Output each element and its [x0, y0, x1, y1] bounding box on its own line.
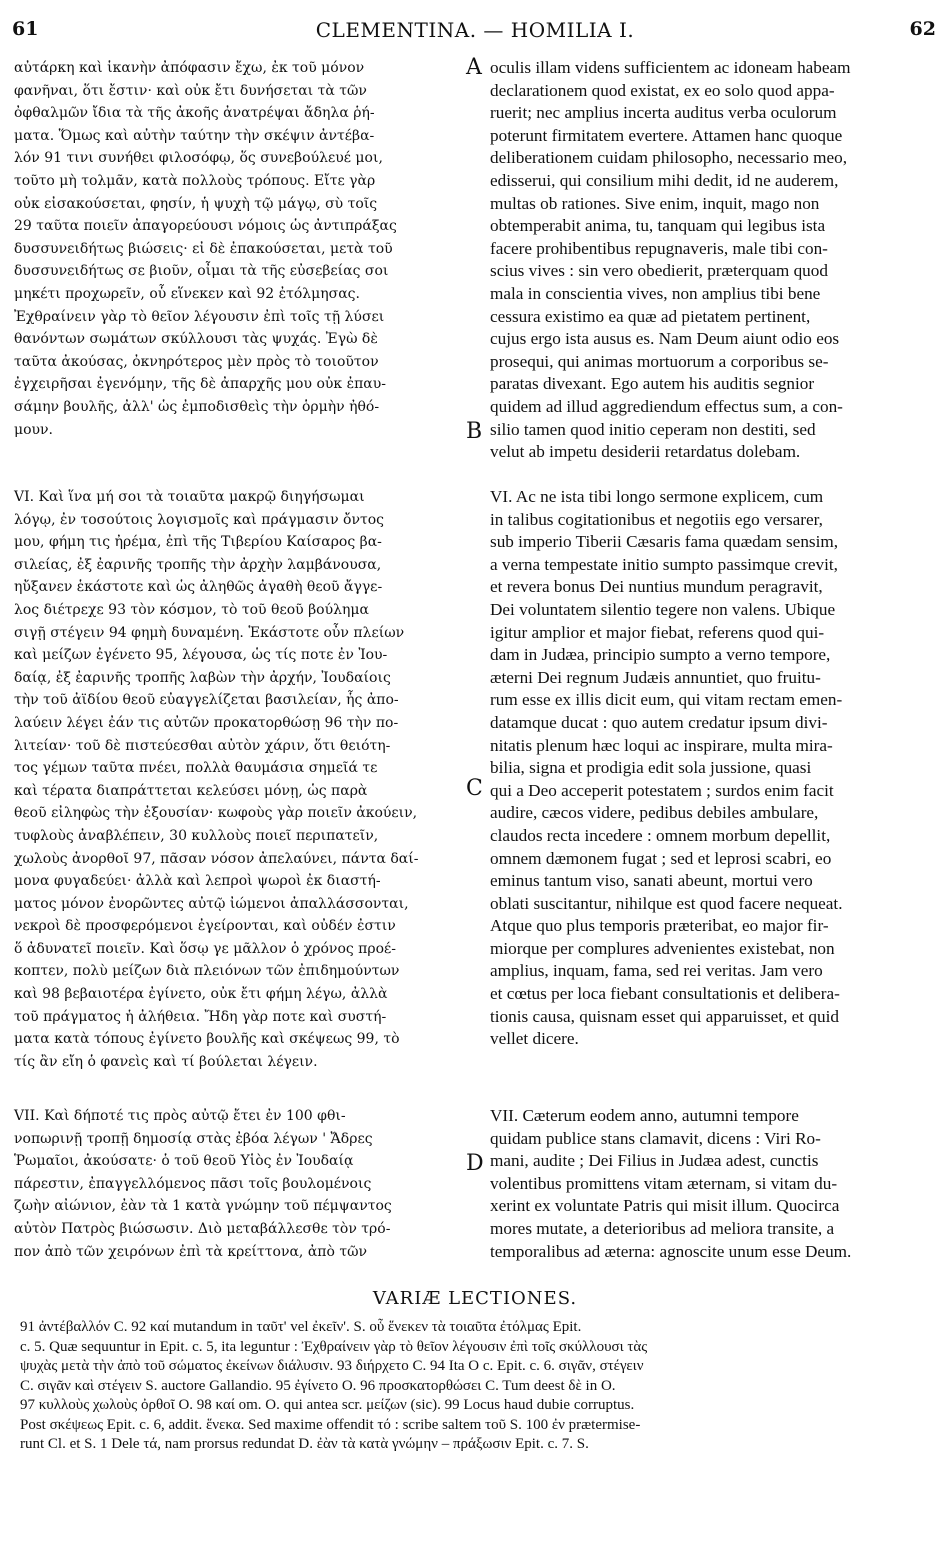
running-header: [0, 18, 950, 48]
variae-lectiones-heading: VARIÆ LECTIONES.: [372, 1288, 578, 1309]
running-title: CLEMENTINA. — HOMILIA I.: [315, 18, 635, 42]
latin-paragraph: VI. Ac ne ista tibi longo sermone explicem, cum in talibus cogitationibus et negotiis ego versarer, sub imperio Tiberii Cæsaris fama quædam sensim, a verna tempestate initio sumpto passimque crevit, et revera bonus Dei nuntius mundum peragravit, Dei voluntatem silentio tegere non valens. Ubique igitur amplior et major fiebat, referens quod qui- dam in Judæa, principio sumpto a verno tempore, æterni Dei regnum Judæis annuntiet, quo fruitu- rum esse ex illis dicit eum, qui vitam rectam emen- datamque ducat : quo autem credatur ipsum divi- nitatis plenum hæc loqui ac inspirare, multa mira- bilia, signa et prodigia edit sola jussione, quasi qui a Deo acceperit potestatem ; surdos enim facit audire, cæcos videre, pedibus debiles ambulare, claudos recta incedere : omnem morbum depellit, omnem dæmonem fugat ; sed et leprosi scabri, eo eminus tantum viso, sanati abeunt, mortui vero oblati suscitantur, nihilque est quod facere nequeat. Atque quo plus temporis præteribat, eo major fir- miorque per complures advenientes existebat, non amplius, inquam, fama, sed rei veritas. Jam vero et cœtus per loca fiebant consultationis et delibera- tionis causa, quisnam esset qui apparuisset, et quid vellet dicere.: [490, 487, 843, 1049]
margin-marker-b: B: [466, 419, 483, 444]
margin-marker-a: A: [466, 55, 482, 80]
page-number-right: 62: [909, 18, 936, 40]
latin-paragraph: oculis illam videns sufficientem ac idoneam habeam declarationem quod existat, ex eo solo quod appa- ruerit; nec amplius incerta auditus verba oculorum poterunt firmitatem evertere. Attamen hanc quoque deliberationem cuidam philosopho, necessario meo, edisserui, qui consilium mihi dedit, id ne auderem, multas ob rationes. Sive enim, inquit, mago non obtemperabit anima, tu, tanquam qui legibus ista facere prohibentibus repugnaveris, male tibi con- scius vives : sin vero obedierit, præterquam quod mala in conscientia vives, non amplius tibi bene cessura existimo ea quæ ad pietatem pertinent, cujus ergo ista ausus es. Nam Deum aiunt odio eos prosequi, qui animas mortuorum a corporibus se- paratas divexant. Ego autem his auditis segnior quidem ad illud aggrediendum effectus sum, a con- silio tamen quod initio ceperam non destiti, sed velut ab impetu desiderii retardatus dolebam.: [490, 58, 851, 462]
greek-paragraph: VII. Καὶ δήποτέ τις πρὸς αὐτῷ ἔτει ἐν 100 φθι- νοπωρινῇ τροπῇ δημοσίᾳ στὰς ἐβόα λέγων ' Ἄδρες Ῥωμαῖοι, ἀκούσατε· ὁ τοῦ θεοῦ Υἱὸς ἐν Ἰουδαίᾳ πάρεστιν, ἐπαγγελλόμενος πᾶσι τοῖς βουλομένοις ζωὴν αἰώνιον, ἐὰν τὰ 1 κατὰ γνώμην τοῦ πέμψαντος αὐτὸν Πατρὸς βιώσωσιν. Διὸ μεταβάλλεσθε τὸν τρό- πον ἀπὸ τῶν χειρόνων ἐπὶ τὰ κρείττονα, ἀπὸ τῶν: [14, 1108, 392, 1260]
variae-lectiones-notes: 91 ἀντέβαλλόν C. 92 καί mutandum in ταῦτ' vel ἐκεῖν'. S. οὗ ἕνεκεν τὰ τοιαῦτα ἐτόλμας Epit. c. 5. Quæ sequuntur in Epit. c. 5, ita leguntur : Ἐχθραίνειν γὰρ τὸ θεῖον λέγουσιν ἐπὶ τοῖς σκύλλουσι τὰς ψυχὰς μετὰ τὴν ἀπὸ τοῦ σώματος ἐκείνων διάλυσιν. 93 διήρχετο C. 94 Ita O c. Epit. c. 6. σιγᾶν, στέγειν C. σιγᾶν καὶ στέγειν S. auctore Gallandio. 95 ἐγίνετο O. 96 προσκατορθώσει C. Tum deest δὲ in O. 97 κυλλοὺς χωλοὺς ὀρθοῖ O. 98 καί om. O. qui antea scr. μείζων (sic). 99 Locus haud dubie corruptus. Post σκέψεως Epit. c. 6, addit. ἕνεκα. Sed maxime offendit τό : scribe saltem τοῦ S. 100 ἐν prætermise- runt Cl. et S. 1 Dele τά, nam prorsus redundat D. ἐὰν τὰ κατὰ γνώμην – πράξωσιν Epit. c. 7. S.: [20, 1319, 648, 1452]
latin-paragraph: VII. Cæterum eodem anno, autumni tempore quidam publice stans clamavit, dicens : Viri Ro- mani, audite ; Dei Filius in Judæa adest, cunctis volentibus promittens vitam æternam, si vitam du- xerint ex voluntate Patris qui misit illum. Quocirca mores mutate, a deterioribus ad meliora transite, a temporalibus ad æterna: agnoscite unum esse Deum.: [490, 1106, 852, 1261]
margin-marker-d: D: [466, 1151, 484, 1176]
margin-marker-c: C: [466, 776, 483, 801]
greek-paragraph: VI. Καὶ ἵνα μή σοι τὰ τοιαῦτα μακρῷ διηγήσωμαι λόγῳ, ἐν τοσούτοις λογισμοῖς καὶ πράγμασιν ὄντος μου, φήμη τις ἠρέμα, ἐπὶ τῆς Τιβερίου Καίσαρος βα- σιλείας, ἐξ ἐαρινῆς τροπῆς τὴν ἀρχὴν λαμβάνουσα, ηὔξανεν ἑκάστοτε καὶ ὡς ἀληθῶς ἀγαθὴ θεοῦ ἄγγε- λος διέτρεχε 93 τὸν κόσμον, τὸ τοῦ θεοῦ βούλημα σιγῇ στέγειν 94 φημὴ δυναμένη. Ἑκάστοτε οὖν πλείων καὶ μείζων ἐγένετο 95, λέγουσα, ὡς τίς ποτε ἐν Ἰου- δαίᾳ, ἐξ ἐαρινῆς τροπῆς λαβὼν τὴν ἀρχήν, Ἰουδαίοις τὴν τοῦ ἀϊδίου θεοῦ εὐαγγελίζεται βασιλείαν, ἧς ἀπο- λαύειν λέγει ἐάν τις αὐτῶν προκατορθώσῃ 96 τὴν πο- λιτείαν· τοῦ δὲ πιστεύεσθαι αὐτὸν χάριν, ὅτι θειότη- τος γέμων ταῦτα πνέει, πολλὰ θαυμάσια σημεῖά τε καὶ τέρατα διαπράττεται κελεύσει μόνῃ, ὡς παρὰ θεοῦ εἰληφὼς τὴν ἐξουσίαν· κωφοὺς γὰρ ποιεῖν ἀκούειν, τυφλοὺς ἀναβλέπειν, 30 κυλλοὺς ποιεῖ περιπατεῖν, χωλοὺς ἀνορθοῖ 97, πᾶσαν νόσον ἀπελαύνει, πάντα δαί- μονα φυγαδεύει· ἀλλὰ καὶ λεπροὶ ψωροὶ ἐκ διαστή- ματος μόνον ἐνορῶντες αὐτῷ ἰώμενοι ἀπαλλάσσονται, νεκροὶ δὲ προσφερόμενοι ἐγείρονται, καὶ οὐδέν ἐστιν ὅ ἀδυνατεῖ ποιεῖν. Καὶ ὅσῳ γε μᾶλλον ὁ χρόνος προέ- κοπτεν, πολὺ μείζων διὰ πλειόνων τῶν ἐπιδημούντων καὶ 98 βεβαιοτέρα ἐγίνετο, οὐκ ἔτι φήμη λέγω, ἀλλὰ τοῦ πράγματος ἡ ἀλήθεια. Ἤδη γὰρ ποτε καὶ συστή- ματα κατὰ τόπους ἐγίνετο βουλῆς καὶ σκέψεως 99, τὸ τίς ἂν εἴη ὁ φανεὶς καὶ τί βούλεται λέγειν.: [14, 489, 419, 1070]
greek-paragraph: αὐτάρκη καὶ ἱκανὴν ἀπόφασιν ἔχω, ἐκ τοῦ μόνον φανῆναι, ὅτι ἔστιν· καὶ οὐκ ἔτι δυνήσεται τὰ τῶν ὀφθαλμῶν ἴδια τὰ τῆς ἀκοῆς ἀνατρέψαι ἄδηλα ῥή- ματα. Ὅμως καὶ αὐτὴν ταύτην τὴν σκέψιν ἀντέβα- λόν 91 τινι συνήθει φιλοσόφῳ, ὅς συνεβούλευέ μοι, τοῦτο μὴ τολμᾶν, κατὰ πολλοὺς τρόπους. Εἴτε γὰρ οὐκ εἰσακούσεται, φησίν, ἡ ψυχὴ τῷ μάγῳ, σὺ τοῖς 29 ταῦτα ποιεῖν ἀπαγορεύουσι νόμοις ὡς ἀντιπράξας δυσσυνειδήτως βιώσεις· εἰ δὲ ἐπακούσεται, μετὰ τοῦ δυσσυνειδήτως σε βιοῦν, οἶμαι τὰ τῆς εὐσεβείας σοι μηκέτι προχωρεῖν, οὗ εἵνεκεν καὶ 92 ἐτόλμησας. Ἐχθραίνειν γὰρ τὸ θεῖον λέγουσιν ἐπὶ τοῖς τῇ λύσει θανόντων σωμάτων σκύλλουσι τὰς ψυχάς. Ἐγὼ δὲ ταῦτα ἀκούσας, ὀκνηρότερος μὲν πρὸς τὸ τοιοῦτον ἐγχειρῆσαι ἐγενόμην, τῆς δὲ ἀπαρχῆς μου οὐκ ἐπαυ- σάμην βουλῆς, ἀλλ' ὡς ἐμποδισθεὶς τὴν ὁρμὴν ἠθό- μουν.: [14, 60, 397, 438]
page-number-left: 61: [12, 18, 39, 40]
